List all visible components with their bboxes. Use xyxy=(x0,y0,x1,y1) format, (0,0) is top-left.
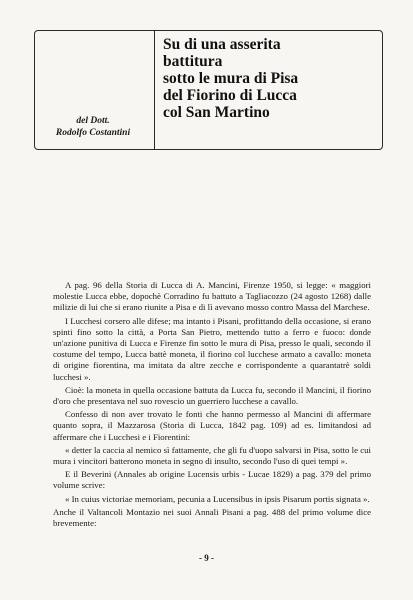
paragraph: I Lucchesi corsero alle difese; ma intanto i Pisani, profittando della occasione, si erano spinti fino sotto la città, a Porta San Pietro, mettendo tutto a ferro e fuoco: donde un'azione punitiva di Lucca e Firenze fin sotto le mura di Pisa, presso le quali, secondo il costume del tempo, Lucca battè moneta, il fiorino col lucchese armato a cavallo: moneta di origine fiorentina, ma imitata da altre zecche e corrispondente a quarantatrè soldi lucchesi ». xyxy=(53,315,371,382)
paragraph: A pag. 96 della Storia di Lucca di A. Mancini, Firenze 1950, si legge: « maggiori molestie Lucca ebbe, dopochè Corradino fu battuto a Tagliacozzo (24 agosto 1268) dalle milizie di lui che si erano riunite a Pisa e di lì avevano mosso contro Massa del Marchese. xyxy=(53,280,371,313)
paragraph: Cioè: la moneta in quella occasione battuta da Lucca fu, secondo il Mancini, il fiorino d'oro che presentava nel suo rovescio un guerriero lucchese a cavallo. xyxy=(53,384,371,407)
article-title xyxy=(163,36,383,121)
header-divider xyxy=(154,30,155,150)
title-line: battitura xyxy=(163,53,223,70)
author-block xyxy=(36,115,150,139)
paragraph: E il Beverini (Annales ab origine Lucensis urbis - Lucae 1829) a pag. 379 del primo volume scrive: xyxy=(53,469,371,491)
title-line: sotto le mura di Pisa xyxy=(163,70,299,87)
paragraph: Anche il Valtancoli Montazio nei suoi Annali Pisani a pag. 488 del primo volume dice brevemente: xyxy=(53,506,371,529)
title-line: del Fiorino di Lucca xyxy=(163,87,297,104)
article-body xyxy=(53,280,371,529)
author-prefix: del Dott. xyxy=(76,116,110,126)
paragraph: Confesso di non aver trovato le fonti che hanno permesso al Mancini di affermare quanto sopra, il Mazzarosa (Storia di Lucca, 1842 pag. 109) ad es. limitandosi ad affermare che i Lucchesi e i Fiorentini: xyxy=(53,409,371,442)
page-number: - 9 - xyxy=(199,553,214,563)
title-line: Su di una asserita xyxy=(163,36,281,53)
quote-paragraph: « In cuius victoriae memoriam, pecunia a Lucensibus in ipsis Pisarum portis signata ». xyxy=(65,493,370,504)
author-name: Rodolfo Costantini xyxy=(55,128,131,138)
title-line: col San Martino xyxy=(163,104,270,121)
quote-paragraph: « detter la caccia al nemico sì fattamente, che gli fu d'uopo salvarsi in Pisa, sotto le cui mura i vincitori batterono moneta in segno di insulto, secondo l'uso di quei tempi ». xyxy=(53,444,371,467)
